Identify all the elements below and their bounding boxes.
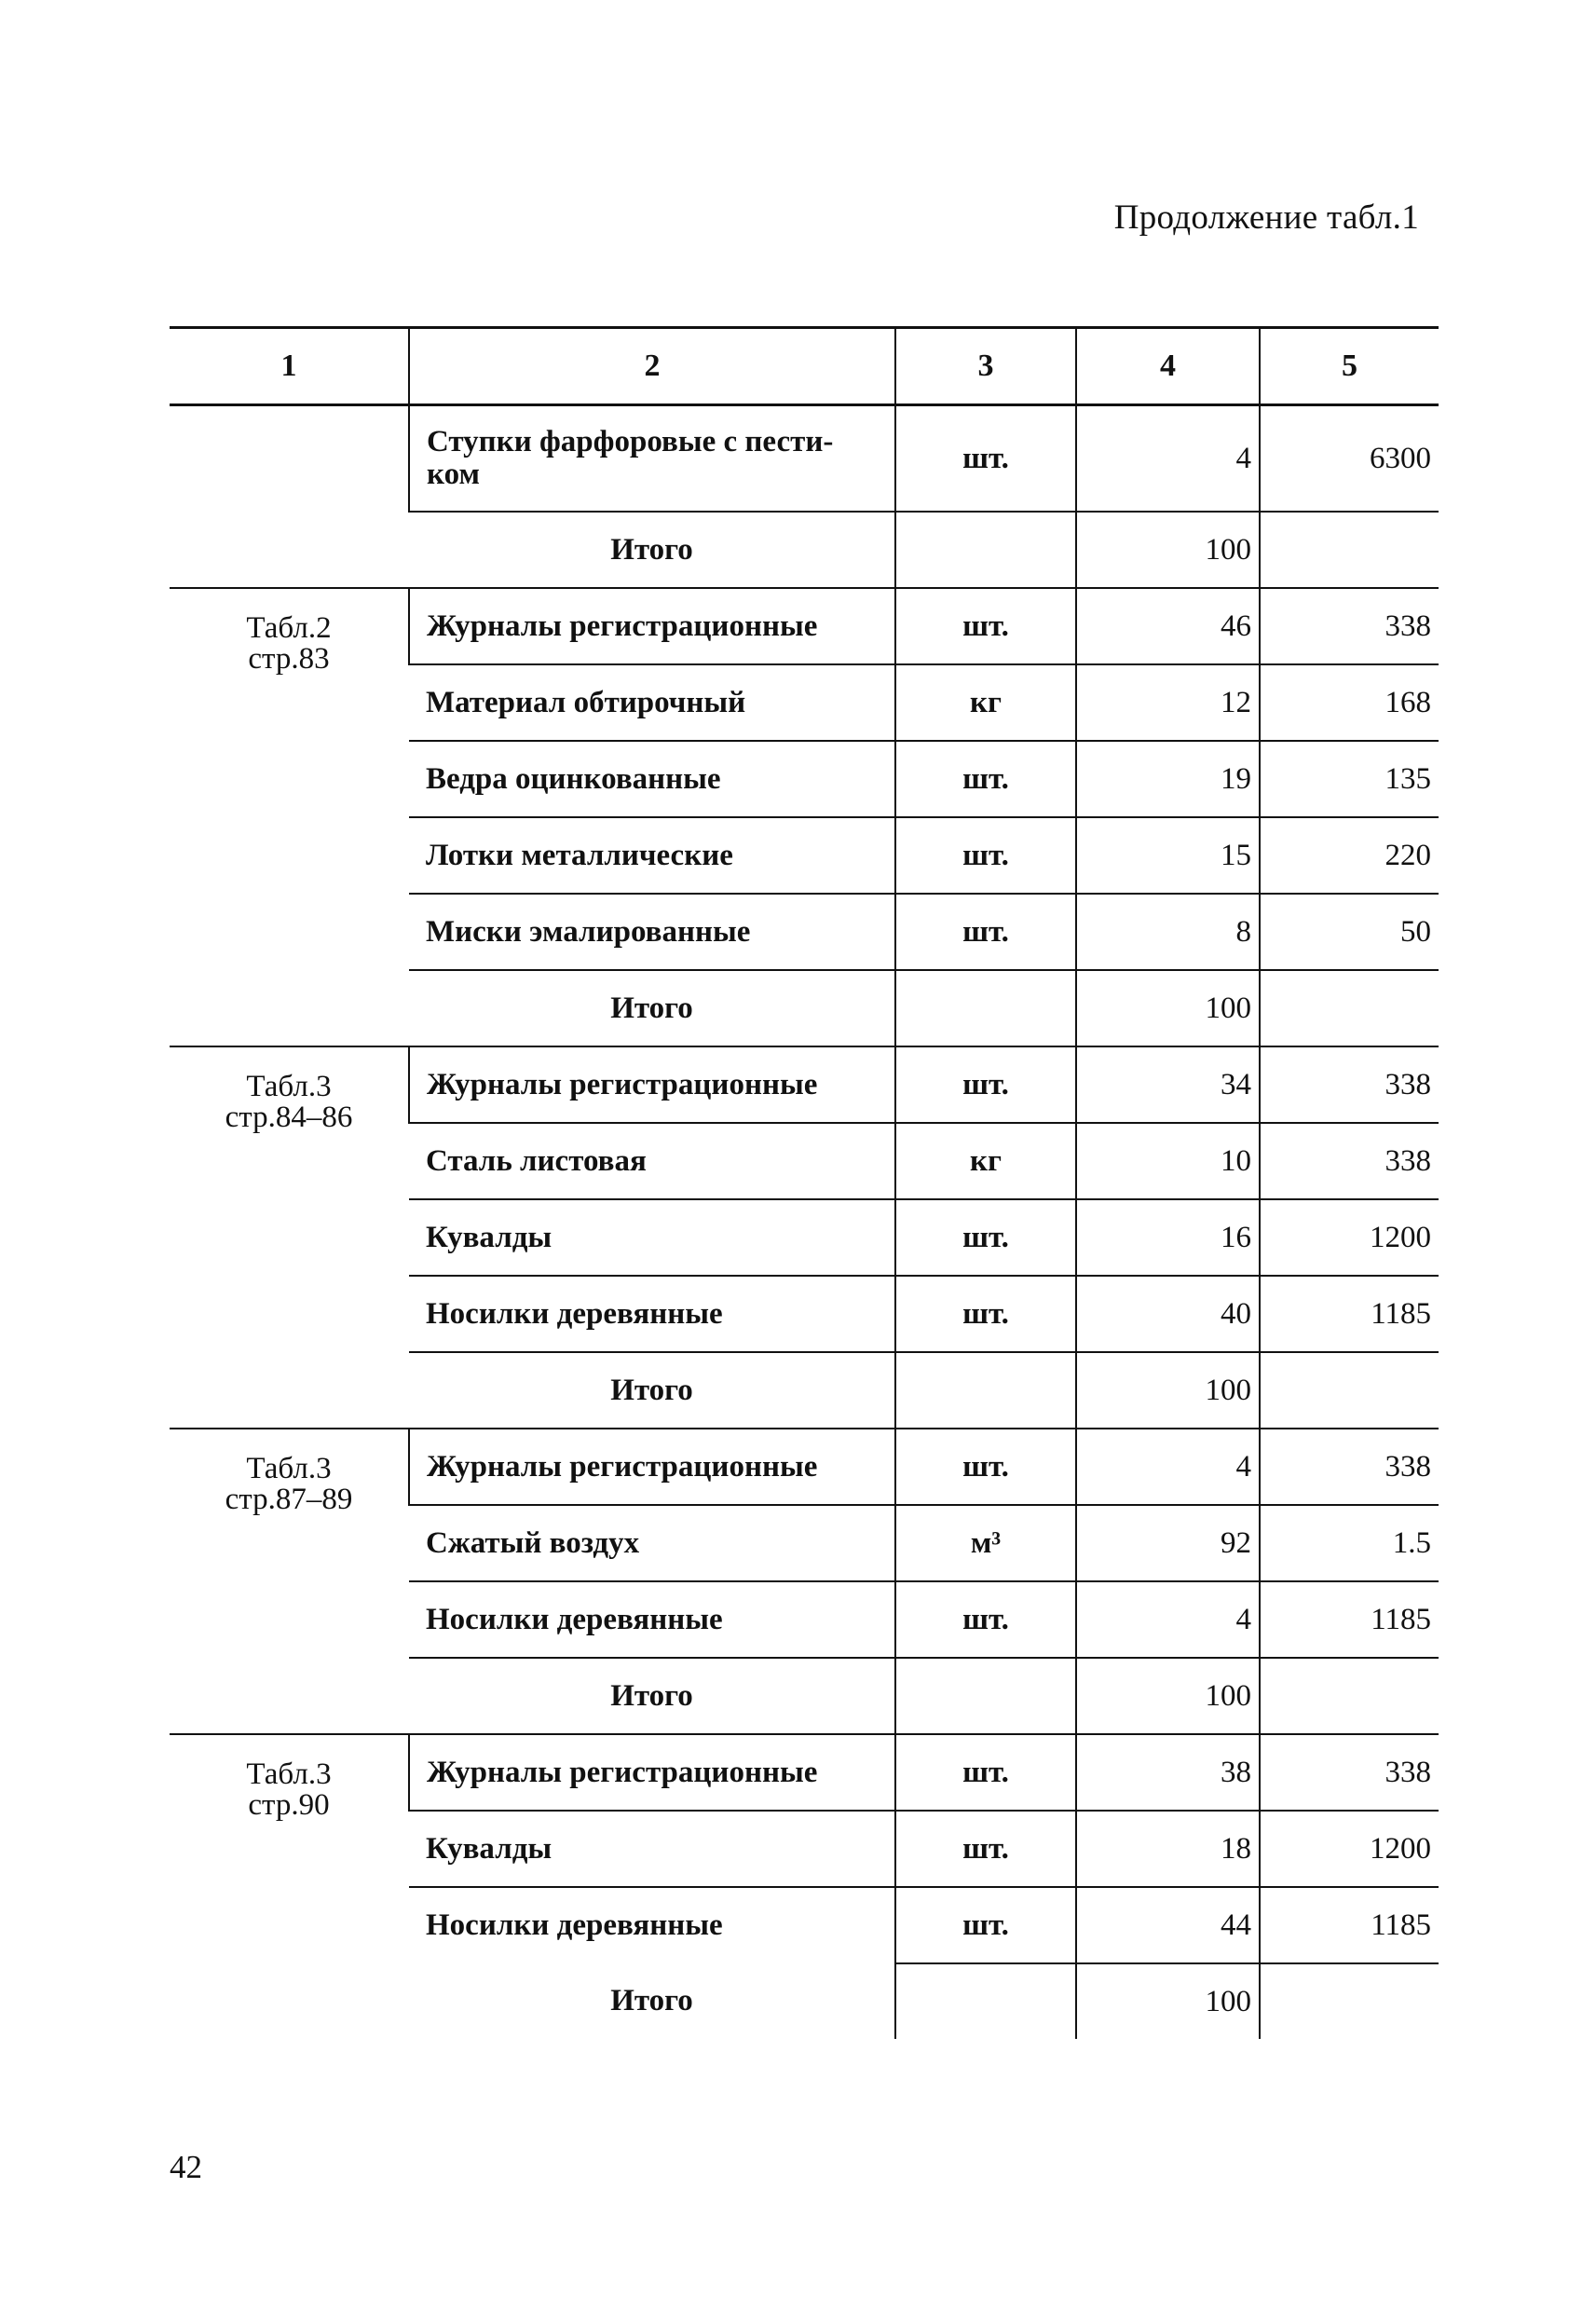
item-share: 38	[1076, 1734, 1260, 1811]
item-name: Носилки деревянные	[409, 1581, 895, 1658]
item-share: 46	[1076, 588, 1260, 664]
item-unit: шт.	[895, 741, 1076, 817]
item-unit: шт.	[895, 1581, 1076, 1658]
total-label: Итого	[610, 1984, 693, 2018]
item-unit: кг	[895, 1123, 1076, 1199]
item-share: 12	[1076, 664, 1260, 741]
total-value: 100	[1076, 1658, 1260, 1734]
item-price: 1185	[1260, 1887, 1439, 1963]
header-col-1: 1	[170, 328, 409, 405]
item-unit: шт.	[895, 817, 1076, 894]
total-price-empty	[1260, 1352, 1439, 1429]
item-price: 338	[1260, 1046, 1439, 1123]
source-reference: Табл.2 стр.83	[170, 588, 409, 1046]
item-share: 34	[1076, 1046, 1260, 1123]
item-unit: м³	[895, 1505, 1076, 1581]
header-col-3: 3	[895, 328, 1076, 405]
item-unit: кг	[895, 664, 1076, 741]
item-unit: шт.	[895, 588, 1076, 664]
item-price: 50	[1260, 894, 1439, 970]
source-reference: Табл.3 стр.90	[170, 1734, 409, 2039]
item-name: Кувалды	[409, 1811, 895, 1887]
item-name: Сталь листовая	[409, 1123, 895, 1199]
item-share: 15	[1076, 817, 1260, 894]
item-share: 10	[1076, 1123, 1260, 1199]
total-price-empty	[1260, 1658, 1439, 1734]
item-name: Кувалды	[409, 1199, 895, 1276]
item-share: 92	[1076, 1505, 1260, 1581]
item-unit: шт.	[895, 1811, 1076, 1887]
total-unit-empty	[895, 1352, 1076, 1429]
item-name: Журналы регистрационные	[409, 588, 895, 664]
source-reference	[170, 405, 409, 589]
item-name: Журналы регистрационные	[409, 1429, 895, 1505]
total-value: 100	[1076, 1963, 1260, 2039]
item-name: Миски эмалированные	[409, 894, 895, 970]
total-unit-empty	[895, 1963, 1076, 2039]
source-reference: Табл.3 стр.87–89	[170, 1429, 409, 1734]
item-price: 1200	[1260, 1811, 1439, 1887]
total-label: Итого	[409, 1352, 895, 1429]
item-price: 1200	[1260, 1199, 1439, 1276]
table-row	[170, 1046, 1439, 1123]
total-value: 100	[1076, 1352, 1260, 1429]
total-label: Итого	[409, 512, 895, 588]
item-share: 4	[1076, 1581, 1260, 1658]
item-unit: шт.	[895, 894, 1076, 970]
item-name: Носилки деревянные	[409, 1887, 895, 1963]
item-unit: шт.	[895, 405, 1076, 513]
total-value: 100	[1076, 512, 1260, 588]
item-price: 220	[1260, 817, 1439, 894]
item-name: Журналы регистрационные	[409, 1734, 895, 1811]
item-unit: шт.	[895, 1046, 1076, 1123]
item-share: 16	[1076, 1199, 1260, 1276]
total-price-empty	[1260, 970, 1439, 1046]
item-share: 4	[1076, 1429, 1260, 1505]
total-price-empty	[1260, 512, 1439, 588]
item-price: 1.5	[1260, 1505, 1439, 1581]
materials-table	[170, 326, 1439, 2039]
table-row	[170, 405, 1439, 513]
table-caption: Продолжение табл.1	[1113, 198, 1419, 237]
item-price: 338	[1260, 1734, 1439, 1811]
item-name: Сжатый воздух	[409, 1505, 895, 1581]
item-name: Журналы регистрационные	[409, 1046, 895, 1123]
item-price: 338	[1260, 1429, 1439, 1505]
header-row	[170, 328, 1439, 405]
table-row	[170, 588, 1439, 664]
item-unit: шт.	[895, 1429, 1076, 1505]
item-price: 338	[1260, 1123, 1439, 1199]
item-share: 4	[1076, 405, 1260, 513]
total-label: Итого	[409, 970, 895, 1046]
item-share: 19	[1076, 741, 1260, 817]
total-value: 100	[1076, 970, 1260, 1046]
total-unit-empty	[895, 512, 1076, 588]
item-price: 135	[1260, 741, 1439, 817]
item-share: 8	[1076, 894, 1260, 970]
item-unit: шт.	[895, 1199, 1076, 1276]
item-price: 168	[1260, 664, 1439, 741]
source-reference: Табл.3 стр.84–86	[170, 1046, 409, 1429]
item-name: Носилки деревянные	[409, 1276, 895, 1352]
item-unit: шт.	[895, 1734, 1076, 1811]
item-price: 6300	[1260, 405, 1439, 513]
item-unit: шт.	[895, 1276, 1076, 1352]
item-price: 1185	[1260, 1276, 1439, 1352]
item-share: 44	[1076, 1887, 1260, 1963]
item-share: 40	[1076, 1276, 1260, 1352]
header-col-2: 2	[409, 328, 895, 405]
item-name: Материал обтирочный	[409, 664, 895, 741]
item-name: Ступки фарфоровые с пести- ком	[409, 405, 895, 513]
header-col-4: 4	[1076, 328, 1260, 405]
item-share: 18	[1076, 1811, 1260, 1887]
header-col-5: 5	[1260, 328, 1439, 405]
page-number: 42	[170, 2149, 202, 2185]
total-price-empty	[1260, 1963, 1439, 2039]
total-unit-empty	[895, 970, 1076, 1046]
table-row	[170, 1429, 1439, 1505]
item-name: Ведра оцинкованные	[409, 741, 895, 817]
item-name: Лотки металлические	[409, 817, 895, 894]
table-row	[170, 1734, 1439, 1811]
total-unit-empty	[895, 1658, 1076, 1734]
total-label: Итого	[409, 1658, 895, 1734]
item-unit: шт.	[895, 1887, 1076, 1963]
item-price: 338	[1260, 588, 1439, 664]
table-body	[170, 405, 1439, 2040]
item-price: 1185	[1260, 1581, 1439, 1658]
